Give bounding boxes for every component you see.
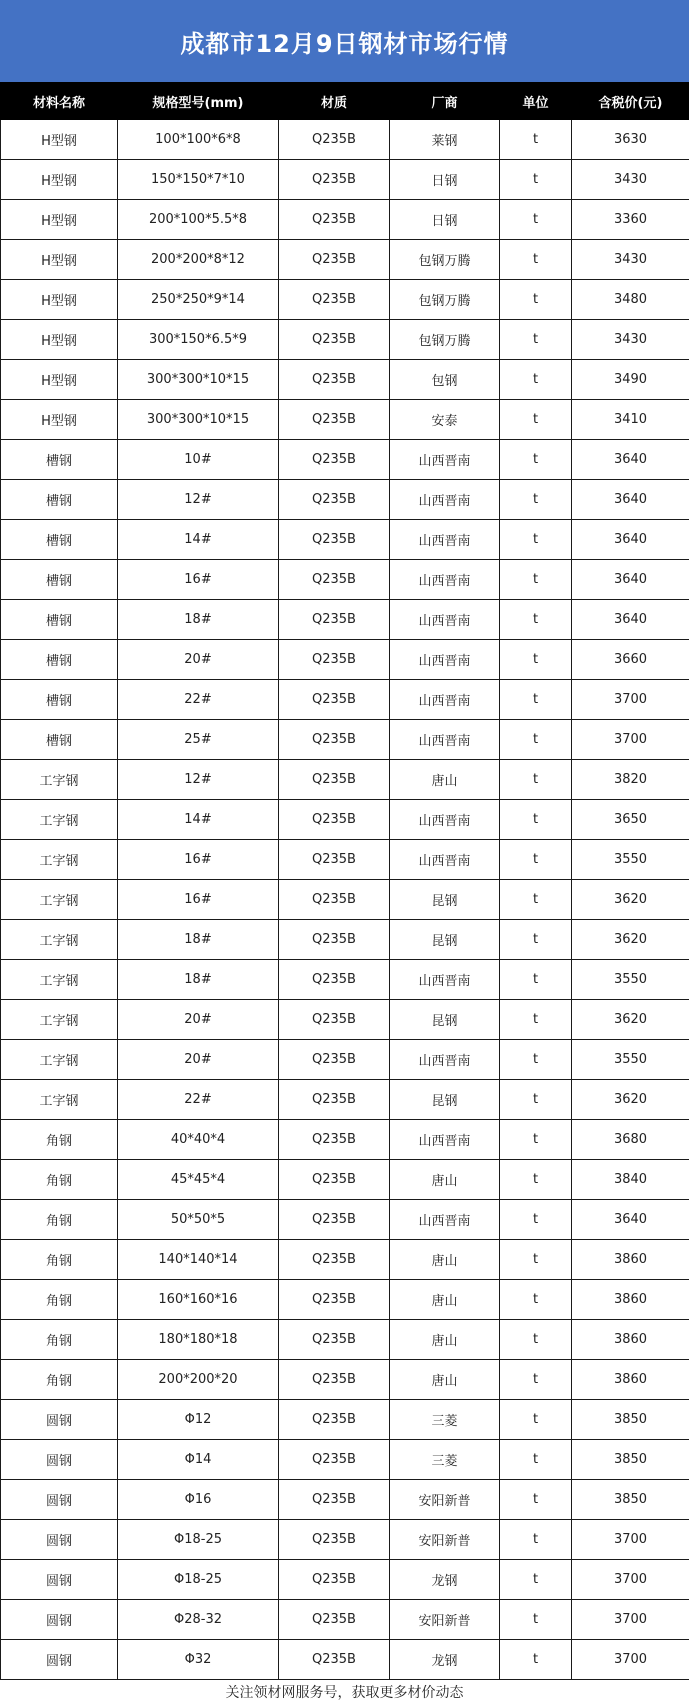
cell-material-name: H型钢 xyxy=(1,160,118,200)
cell-manufacturer: 唐山 xyxy=(390,1280,500,1320)
cell-manufacturer: 山西晋南 xyxy=(390,1040,500,1080)
cell-unit: t xyxy=(500,440,572,480)
cell-grade: Q235B xyxy=(279,280,390,320)
cell-material-name: 角钢 xyxy=(1,1160,118,1200)
table-row xyxy=(1,400,689,440)
cell-price: 3700 xyxy=(572,680,689,720)
cell-spec: 16# xyxy=(118,560,279,600)
cell-spec: 180*180*18 xyxy=(118,1320,279,1360)
table-row xyxy=(1,720,689,760)
table-row xyxy=(1,1160,689,1200)
cell-grade: Q235B xyxy=(279,1560,390,1600)
cell-spec: 300*300*10*15 xyxy=(118,400,279,440)
cell-material-name: 圆钢 xyxy=(1,1480,118,1520)
cell-price: 3820 xyxy=(572,760,689,800)
cell-manufacturer: 山西晋南 xyxy=(390,960,500,1000)
cell-spec: Φ16 xyxy=(118,1480,279,1520)
cell-manufacturer: 安泰 xyxy=(390,400,500,440)
cell-manufacturer: 唐山 xyxy=(390,1360,500,1400)
table-row xyxy=(1,1080,689,1120)
header-spec: 规格型号(mm) xyxy=(118,83,279,120)
cell-unit: t xyxy=(500,1200,572,1240)
cell-unit: t xyxy=(500,1640,572,1680)
cell-material-name: 圆钢 xyxy=(1,1440,118,1480)
cell-manufacturer: 山西晋南 xyxy=(390,440,500,480)
cell-grade: Q235B xyxy=(279,240,390,280)
cell-material-name: 圆钢 xyxy=(1,1400,118,1440)
header-price: 含税价(元) xyxy=(572,83,689,120)
cell-manufacturer: 山西晋南 xyxy=(390,840,500,880)
cell-spec: 160*160*16 xyxy=(118,1280,279,1320)
cell-spec: Φ32 xyxy=(118,1640,279,1680)
cell-material-name: H型钢 xyxy=(1,400,118,440)
cell-unit: t xyxy=(500,480,572,520)
cell-material-name: 工字钢 xyxy=(1,960,118,1000)
cell-grade: Q235B xyxy=(279,1400,390,1440)
cell-grade: Q235B xyxy=(279,840,390,880)
cell-manufacturer: 包钢万腾 xyxy=(390,320,500,360)
cell-unit: t xyxy=(500,160,572,200)
cell-unit: t xyxy=(500,1080,572,1120)
table-row xyxy=(1,1520,689,1560)
cell-unit: t xyxy=(500,1120,572,1160)
table-row xyxy=(1,680,689,720)
cell-manufacturer: 日钢 xyxy=(390,200,500,240)
table-row xyxy=(1,1400,689,1440)
cell-manufacturer: 三菱 xyxy=(390,1440,500,1480)
cell-unit: t xyxy=(500,200,572,240)
cell-unit: t xyxy=(500,280,572,320)
cell-price: 3700 xyxy=(572,1640,689,1680)
cell-spec: Φ18-25 xyxy=(118,1560,279,1600)
cell-grade: Q235B xyxy=(279,160,390,200)
cell-unit: t xyxy=(500,1280,572,1320)
table-row xyxy=(1,960,689,1000)
table-row xyxy=(1,1600,689,1640)
cell-grade: Q235B xyxy=(279,1120,390,1160)
cell-grade: Q235B xyxy=(279,600,390,640)
cell-manufacturer: 唐山 xyxy=(390,1160,500,1200)
cell-material-name: 槽钢 xyxy=(1,480,118,520)
table-row xyxy=(1,360,689,400)
table-row xyxy=(1,1120,689,1160)
cell-spec: 20# xyxy=(118,1000,279,1040)
cell-material-name: 圆钢 xyxy=(1,1640,118,1680)
table-row xyxy=(1,560,689,600)
cell-price: 3630 xyxy=(572,120,689,160)
cell-unit: t xyxy=(500,600,572,640)
cell-manufacturer: 安阳新普 xyxy=(390,1480,500,1520)
cell-grade: Q235B xyxy=(279,440,390,480)
cell-unit: t xyxy=(500,640,572,680)
cell-price: 3620 xyxy=(572,1000,689,1040)
cell-unit: t xyxy=(500,840,572,880)
cell-price: 3860 xyxy=(572,1240,689,1280)
cell-spec: 12# xyxy=(118,480,279,520)
cell-spec: Φ12 xyxy=(118,1400,279,1440)
cell-spec: 100*100*6*8 xyxy=(118,120,279,160)
price-table xyxy=(0,82,689,1680)
cell-price: 3620 xyxy=(572,1080,689,1120)
cell-price: 3640 xyxy=(572,480,689,520)
cell-material-name: 槽钢 xyxy=(1,440,118,480)
cell-unit: t xyxy=(500,1240,572,1280)
cell-unit: t xyxy=(500,680,572,720)
cell-spec: 20# xyxy=(118,1040,279,1080)
cell-material-name: H型钢 xyxy=(1,360,118,400)
cell-material-name: 角钢 xyxy=(1,1320,118,1360)
cell-spec: 14# xyxy=(118,800,279,840)
cell-grade: Q235B xyxy=(279,1320,390,1360)
cell-spec: 10# xyxy=(118,440,279,480)
cell-material-name: 槽钢 xyxy=(1,720,118,760)
cell-price: 3640 xyxy=(572,560,689,600)
cell-price: 3680 xyxy=(572,1120,689,1160)
table-row xyxy=(1,1000,689,1040)
cell-grade: Q235B xyxy=(279,120,390,160)
cell-grade: Q235B xyxy=(279,640,390,680)
cell-grade: Q235B xyxy=(279,1440,390,1480)
cell-spec: 18# xyxy=(118,600,279,640)
table-row xyxy=(1,1280,689,1320)
cell-material-name: 工字钢 xyxy=(1,1000,118,1040)
cell-material-name: H型钢 xyxy=(1,320,118,360)
cell-grade: Q235B xyxy=(279,320,390,360)
cell-manufacturer: 昆钢 xyxy=(390,880,500,920)
cell-price: 3430 xyxy=(572,240,689,280)
cell-manufacturer: 龙钢 xyxy=(390,1560,500,1600)
cell-unit: t xyxy=(500,1520,572,1560)
cell-manufacturer: 唐山 xyxy=(390,760,500,800)
cell-price: 3700 xyxy=(572,1560,689,1600)
cell-price: 3430 xyxy=(572,160,689,200)
cell-spec: 200*200*8*12 xyxy=(118,240,279,280)
cell-manufacturer: 日钢 xyxy=(390,160,500,200)
cell-manufacturer: 安阳新普 xyxy=(390,1600,500,1640)
header-row xyxy=(1,83,689,120)
cell-grade: Q235B xyxy=(279,1000,390,1040)
cell-unit: t xyxy=(500,880,572,920)
table-row xyxy=(1,640,689,680)
table-row xyxy=(1,760,689,800)
cell-spec: 12# xyxy=(118,760,279,800)
cell-manufacturer: 三菱 xyxy=(390,1400,500,1440)
cell-manufacturer: 包钢万腾 xyxy=(390,240,500,280)
header-grade: 材质 xyxy=(279,83,390,120)
cell-manufacturer: 昆钢 xyxy=(390,920,500,960)
cell-spec: 18# xyxy=(118,960,279,1000)
cell-manufacturer: 山西晋南 xyxy=(390,600,500,640)
cell-spec: 50*50*5 xyxy=(118,1200,279,1240)
cell-price: 3550 xyxy=(572,840,689,880)
cell-unit: t xyxy=(500,720,572,760)
cell-grade: Q235B xyxy=(279,1520,390,1560)
cell-material-name: 工字钢 xyxy=(1,1040,118,1080)
cell-material-name: 槽钢 xyxy=(1,600,118,640)
cell-manufacturer: 唐山 xyxy=(390,1240,500,1280)
cell-material-name: 槽钢 xyxy=(1,680,118,720)
cell-price: 3700 xyxy=(572,1520,689,1560)
table-row xyxy=(1,920,689,960)
cell-manufacturer: 安阳新普 xyxy=(390,1520,500,1560)
cell-grade: Q235B xyxy=(279,880,390,920)
table-row xyxy=(1,600,689,640)
cell-material-name: 角钢 xyxy=(1,1360,118,1400)
cell-unit: t xyxy=(500,920,572,960)
cell-material-name: H型钢 xyxy=(1,280,118,320)
cell-material-name: 槽钢 xyxy=(1,520,118,560)
cell-unit: t xyxy=(500,760,572,800)
cell-spec: Φ28-32 xyxy=(118,1600,279,1640)
cell-spec: 22# xyxy=(118,680,279,720)
header-unit: 单位 xyxy=(500,83,572,120)
cell-unit: t xyxy=(500,1000,572,1040)
table-row xyxy=(1,1360,689,1400)
table-row xyxy=(1,120,689,160)
cell-price: 3430 xyxy=(572,320,689,360)
cell-unit: t xyxy=(500,1480,572,1520)
cell-price: 3410 xyxy=(572,400,689,440)
cell-unit: t xyxy=(500,1040,572,1080)
cell-manufacturer: 山西晋南 xyxy=(390,480,500,520)
cell-material-name: H型钢 xyxy=(1,240,118,280)
cell-material-name: 圆钢 xyxy=(1,1520,118,1560)
footer-note: 关注领材网服务号，获取更多材价动态 xyxy=(225,1684,464,1701)
cell-grade: Q235B xyxy=(279,1480,390,1520)
cell-price: 3840 xyxy=(572,1160,689,1200)
cell-price: 3620 xyxy=(572,880,689,920)
table-row xyxy=(1,1040,689,1080)
cell-grade: Q235B xyxy=(279,960,390,1000)
cell-material-name: 工字钢 xyxy=(1,920,118,960)
cell-manufacturer: 山西晋南 xyxy=(390,560,500,600)
cell-material-name: 工字钢 xyxy=(1,880,118,920)
cell-grade: Q235B xyxy=(279,200,390,240)
cell-material-name: 圆钢 xyxy=(1,1600,118,1640)
cell-grade: Q235B xyxy=(279,1360,390,1400)
cell-spec: 22# xyxy=(118,1080,279,1120)
cell-material-name: H型钢 xyxy=(1,120,118,160)
cell-grade: Q235B xyxy=(279,1240,390,1280)
cell-grade: Q235B xyxy=(279,400,390,440)
cell-material-name: 工字钢 xyxy=(1,800,118,840)
cell-spec: 200*100*5.5*8 xyxy=(118,200,279,240)
cell-unit: t xyxy=(500,1600,572,1640)
cell-manufacturer: 山西晋南 xyxy=(390,520,500,560)
cell-price: 3550 xyxy=(572,960,689,1000)
cell-price: 3700 xyxy=(572,720,689,760)
table-row xyxy=(1,880,689,920)
cell-spec: 40*40*4 xyxy=(118,1120,279,1160)
cell-grade: Q235B xyxy=(279,800,390,840)
cell-unit: t xyxy=(500,1160,572,1200)
cell-unit: t xyxy=(500,1360,572,1400)
table-body xyxy=(1,120,689,1680)
cell-spec: 18# xyxy=(118,920,279,960)
cell-manufacturer: 莱钢 xyxy=(390,120,500,160)
cell-unit: t xyxy=(500,120,572,160)
cell-spec: 250*250*9*14 xyxy=(118,280,279,320)
table-row xyxy=(1,280,689,320)
cell-grade: Q235B xyxy=(279,720,390,760)
cell-price: 3640 xyxy=(572,1200,689,1240)
cell-manufacturer: 山西晋南 xyxy=(390,1120,500,1160)
table-header xyxy=(1,83,689,120)
cell-material-name: 角钢 xyxy=(1,1280,118,1320)
cell-grade: Q235B xyxy=(279,920,390,960)
cell-price: 3360 xyxy=(572,200,689,240)
cell-grade: Q235B xyxy=(279,1200,390,1240)
cell-unit: t xyxy=(500,1320,572,1360)
table-row xyxy=(1,1320,689,1360)
cell-material-name: 圆钢 xyxy=(1,1560,118,1600)
cell-grade: Q235B xyxy=(279,520,390,560)
cell-grade: Q235B xyxy=(279,680,390,720)
cell-grade: Q235B xyxy=(279,1600,390,1640)
cell-material-name: H型钢 xyxy=(1,200,118,240)
cell-spec: 20# xyxy=(118,640,279,680)
cell-spec: 25# xyxy=(118,720,279,760)
page-title: 成都市12月9日钢材市场行情 xyxy=(180,29,509,58)
cell-price: 3660 xyxy=(572,640,689,680)
cell-manufacturer: 山西晋南 xyxy=(390,1200,500,1240)
table-row xyxy=(1,1440,689,1480)
cell-price: 3650 xyxy=(572,800,689,840)
cell-price: 3550 xyxy=(572,1040,689,1080)
cell-price: 3620 xyxy=(572,920,689,960)
cell-price: 3860 xyxy=(572,1280,689,1320)
table-row xyxy=(1,200,689,240)
cell-unit: t xyxy=(500,960,572,1000)
cell-grade: Q235B xyxy=(279,1640,390,1680)
cell-spec: 45*45*4 xyxy=(118,1160,279,1200)
cell-material-name: 槽钢 xyxy=(1,640,118,680)
cell-price: 3850 xyxy=(572,1440,689,1480)
cell-price: 3850 xyxy=(572,1480,689,1520)
cell-grade: Q235B xyxy=(279,1160,390,1200)
cell-material-name: 角钢 xyxy=(1,1120,118,1160)
cell-unit: t xyxy=(500,520,572,560)
table-row xyxy=(1,1640,689,1680)
cell-manufacturer: 包钢 xyxy=(390,360,500,400)
cell-price: 3480 xyxy=(572,280,689,320)
cell-grade: Q235B xyxy=(279,760,390,800)
title-banner xyxy=(0,0,689,82)
cell-unit: t xyxy=(500,320,572,360)
cell-unit: t xyxy=(500,1440,572,1480)
cell-unit: t xyxy=(500,400,572,440)
header-material-name: 材料名称 xyxy=(1,83,118,120)
table-row xyxy=(1,240,689,280)
cell-grade: Q235B xyxy=(279,480,390,520)
cell-material-name: 工字钢 xyxy=(1,760,118,800)
cell-material-name: 槽钢 xyxy=(1,560,118,600)
cell-price: 3700 xyxy=(572,1600,689,1640)
cell-spec: 16# xyxy=(118,880,279,920)
table-row xyxy=(1,840,689,880)
header-manufacturer: 厂商 xyxy=(390,83,500,120)
cell-price: 3640 xyxy=(572,600,689,640)
cell-unit: t xyxy=(500,1400,572,1440)
cell-spec: 300*150*6.5*9 xyxy=(118,320,279,360)
table-row xyxy=(1,1560,689,1600)
table-row xyxy=(1,440,689,480)
cell-price: 3850 xyxy=(572,1400,689,1440)
cell-spec: 150*150*7*10 xyxy=(118,160,279,200)
cell-manufacturer: 龙钢 xyxy=(390,1640,500,1680)
cell-material-name: 角钢 xyxy=(1,1240,118,1280)
cell-manufacturer: 山西晋南 xyxy=(390,640,500,680)
cell-material-name: 工字钢 xyxy=(1,1080,118,1120)
table-row xyxy=(1,1240,689,1280)
cell-unit: t xyxy=(500,240,572,280)
cell-manufacturer: 山西晋南 xyxy=(390,680,500,720)
cell-unit: t xyxy=(500,360,572,400)
cell-price: 3640 xyxy=(572,520,689,560)
table-row xyxy=(1,520,689,560)
cell-price: 3490 xyxy=(572,360,689,400)
cell-manufacturer: 昆钢 xyxy=(390,1000,500,1040)
cell-spec: Φ18-25 xyxy=(118,1520,279,1560)
table-row xyxy=(1,800,689,840)
table-row xyxy=(1,1480,689,1520)
cell-unit: t xyxy=(500,560,572,600)
cell-manufacturer: 包钢万腾 xyxy=(390,280,500,320)
cell-grade: Q235B xyxy=(279,560,390,600)
table-row xyxy=(1,320,689,360)
cell-price: 3860 xyxy=(572,1320,689,1360)
table-row xyxy=(1,480,689,520)
cell-price: 3860 xyxy=(572,1360,689,1400)
cell-unit: t xyxy=(500,800,572,840)
cell-spec: 16# xyxy=(118,840,279,880)
cell-material-name: 工字钢 xyxy=(1,840,118,880)
cell-manufacturer: 昆钢 xyxy=(390,1080,500,1120)
cell-grade: Q235B xyxy=(279,1040,390,1080)
table-row xyxy=(1,1200,689,1240)
cell-manufacturer: 山西晋南 xyxy=(390,800,500,840)
table-row xyxy=(1,160,689,200)
cell-spec: Φ14 xyxy=(118,1440,279,1480)
cell-grade: Q235B xyxy=(279,1080,390,1120)
cell-manufacturer: 山西晋南 xyxy=(390,720,500,760)
cell-grade: Q235B xyxy=(279,1280,390,1320)
cell-spec: 300*300*10*15 xyxy=(118,360,279,400)
cell-grade: Q235B xyxy=(279,360,390,400)
cell-manufacturer: 唐山 xyxy=(390,1320,500,1360)
cell-material-name: 角钢 xyxy=(1,1200,118,1240)
cell-spec: 14# xyxy=(118,520,279,560)
cell-spec: 200*200*20 xyxy=(118,1360,279,1400)
cell-unit: t xyxy=(500,1560,572,1600)
cell-price: 3640 xyxy=(572,440,689,480)
cell-spec: 140*140*14 xyxy=(118,1240,279,1280)
